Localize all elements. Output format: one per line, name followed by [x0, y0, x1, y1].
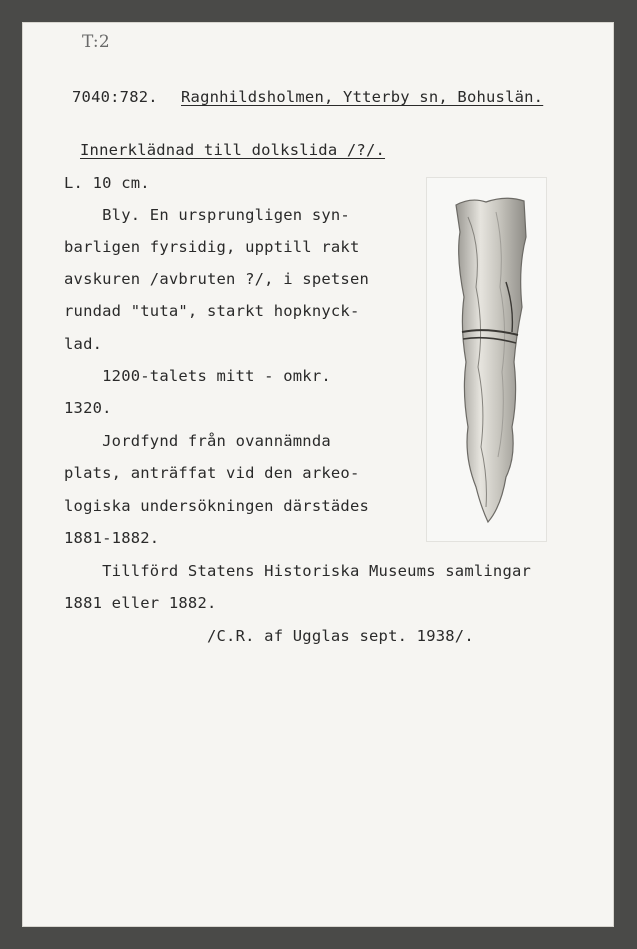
text-line-13: Tillförd Statens Historiska Museums samlingar	[64, 562, 532, 580]
signature-line: /C.R. af Ugglas sept. 1938/.	[64, 627, 474, 645]
text-line-4: avskuren /avbruten ?/, i spetsen	[64, 270, 370, 288]
catalog-card	[22, 22, 614, 927]
text-line-14: 1881 eller 1882.	[64, 594, 217, 612]
text-line-2: Bly. En ursprungligen syn-	[64, 206, 350, 224]
text-line-3: barligen fyrsidig, upptill rakt	[64, 238, 360, 256]
text-line-7: 1200-talets mitt - omkr.	[64, 367, 331, 385]
text-line-11: logiska undersökningen därstädes	[64, 497, 370, 515]
text-line-6: lad.	[64, 335, 103, 353]
find-location: Ragnhildsholmen, Ytterby sn, Bohuslän.	[181, 88, 544, 106]
object-title: Innerklädnad till dolkslida /?/.	[80, 141, 386, 159]
object-photograph	[426, 177, 547, 542]
catalog-number: 7040:782.	[72, 88, 158, 106]
text-line-5: rundad "tuta", starkt hopknyck-	[64, 302, 360, 320]
text-line-1: L. 10 cm.	[64, 174, 150, 192]
text-line-8: 1320.	[64, 399, 112, 417]
handwritten-mark: T:2	[82, 32, 110, 52]
text-line-9: Jordfynd från ovannämnda	[64, 432, 331, 450]
text-line-10: plats, anträffat vid den arkeo-	[64, 464, 360, 482]
text-line-12: 1881-1882.	[64, 529, 160, 547]
lead-sheath-lining-image	[426, 177, 547, 542]
